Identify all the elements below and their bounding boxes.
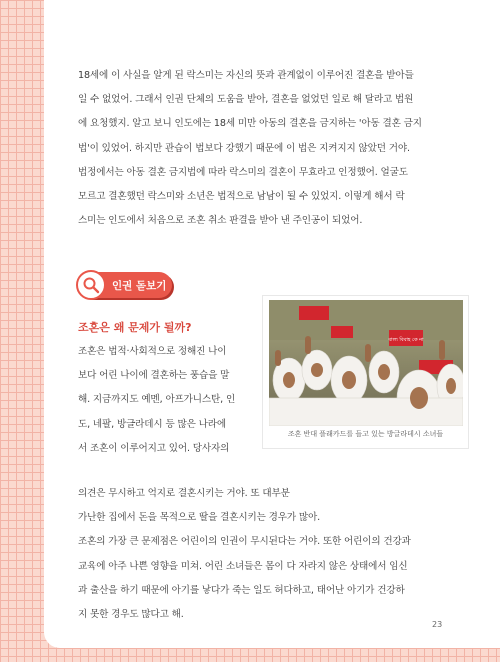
photo-caption: 조혼 반대 플래카드를 들고 있는 방글라데시 소녀들 — [287, 430, 444, 438]
text-line: 법'이 있었어. 하지만 관습이 법보다 강했기 때문에 이 법은 지켜지지 않았던 거야. — [78, 142, 410, 154]
magnifier-icon — [76, 270, 106, 300]
text-line: 교육에 아주 나쁜 영향을 미쳐. 어린 소녀들은 몸이 다 자라지 않은 상태에서 임신 — [78, 560, 408, 572]
text-line: 일 수 없었어. 그래서 인권 단체의 도움을 받아, 결혼을 없었던 일로 해 달라고 법원 — [78, 94, 414, 106]
placard-text: বাল্য বিবাহ কে না — [388, 337, 424, 343]
text-line: 법정에서는 아동 결혼 금지법에 따라 락스미의 결혼이 무효라고 인정했어. 얼굴도 — [78, 166, 408, 178]
text-line: 해. 지금까지도 예멘, 아프가니스탄, 인 — [78, 394, 236, 406]
text-line: 18세에 이 사실을 알게 된 락스미는 자신의 뜻과 관계없이 이루어진 결혼을 받아들 — [78, 70, 414, 81]
page-number: 23 — [432, 620, 443, 629]
text-line: 스미는 인도에서 처음으로 조혼 취소 판결을 받아 낸 주인공이 되었어. — [78, 215, 363, 227]
text-line: 보다 어린 나이에 결혼하는 풍습을 말 — [78, 370, 230, 382]
text-line: 도, 네팔, 방글라데시 등 많은 나라에 — [78, 418, 226, 430]
text-line: 조혼은 법적·사회적으로 정해진 나이 — [78, 346, 227, 357]
badge-label: 인권 돋보기 — [112, 280, 167, 292]
text-line: 조혼의 가장 큰 문제점은 어린이의 인권이 무시된다는 거야. 또한 어린이의 건강과 — [78, 536, 411, 548]
text-line: 에 요청했지. 알고 보니 인도에는 18세 미만 아동의 결혼을 금지하는 '아동 결혼 금지 — [78, 118, 422, 130]
text-line: 가난한 집에서 돈을 목적으로 딸을 결혼시키는 경우가 많아. — [78, 512, 321, 524]
text-line: 의견은 무시하고 억지로 결혼시키는 거야. 또 대부분 — [78, 488, 290, 499]
text-line: 모르고 결혼했던 락스미와 소년은 법적으로 남남이 될 수 있었지. 이렇게 해서 락 — [78, 191, 405, 203]
bottom-paragraph — [78, 482, 466, 627]
section-badge — [78, 272, 172, 298]
text-line: 지 못한 경우도 많다고 해. — [78, 609, 184, 621]
protest-photo — [269, 300, 463, 426]
question-heading: 조혼은 왜 문제가 될까? — [78, 321, 192, 334]
text-line: 서 조혼이 이루어지고 있어. 당사자의 — [78, 442, 230, 454]
intro-paragraph — [78, 64, 466, 233]
photo-frame — [263, 296, 468, 448]
side-paragraph — [78, 340, 274, 461]
text-line: 과 출산을 하기 때문에 아기를 낳다가 죽는 일도 허다하고, 태어난 아기가 건강하 — [78, 584, 405, 596]
